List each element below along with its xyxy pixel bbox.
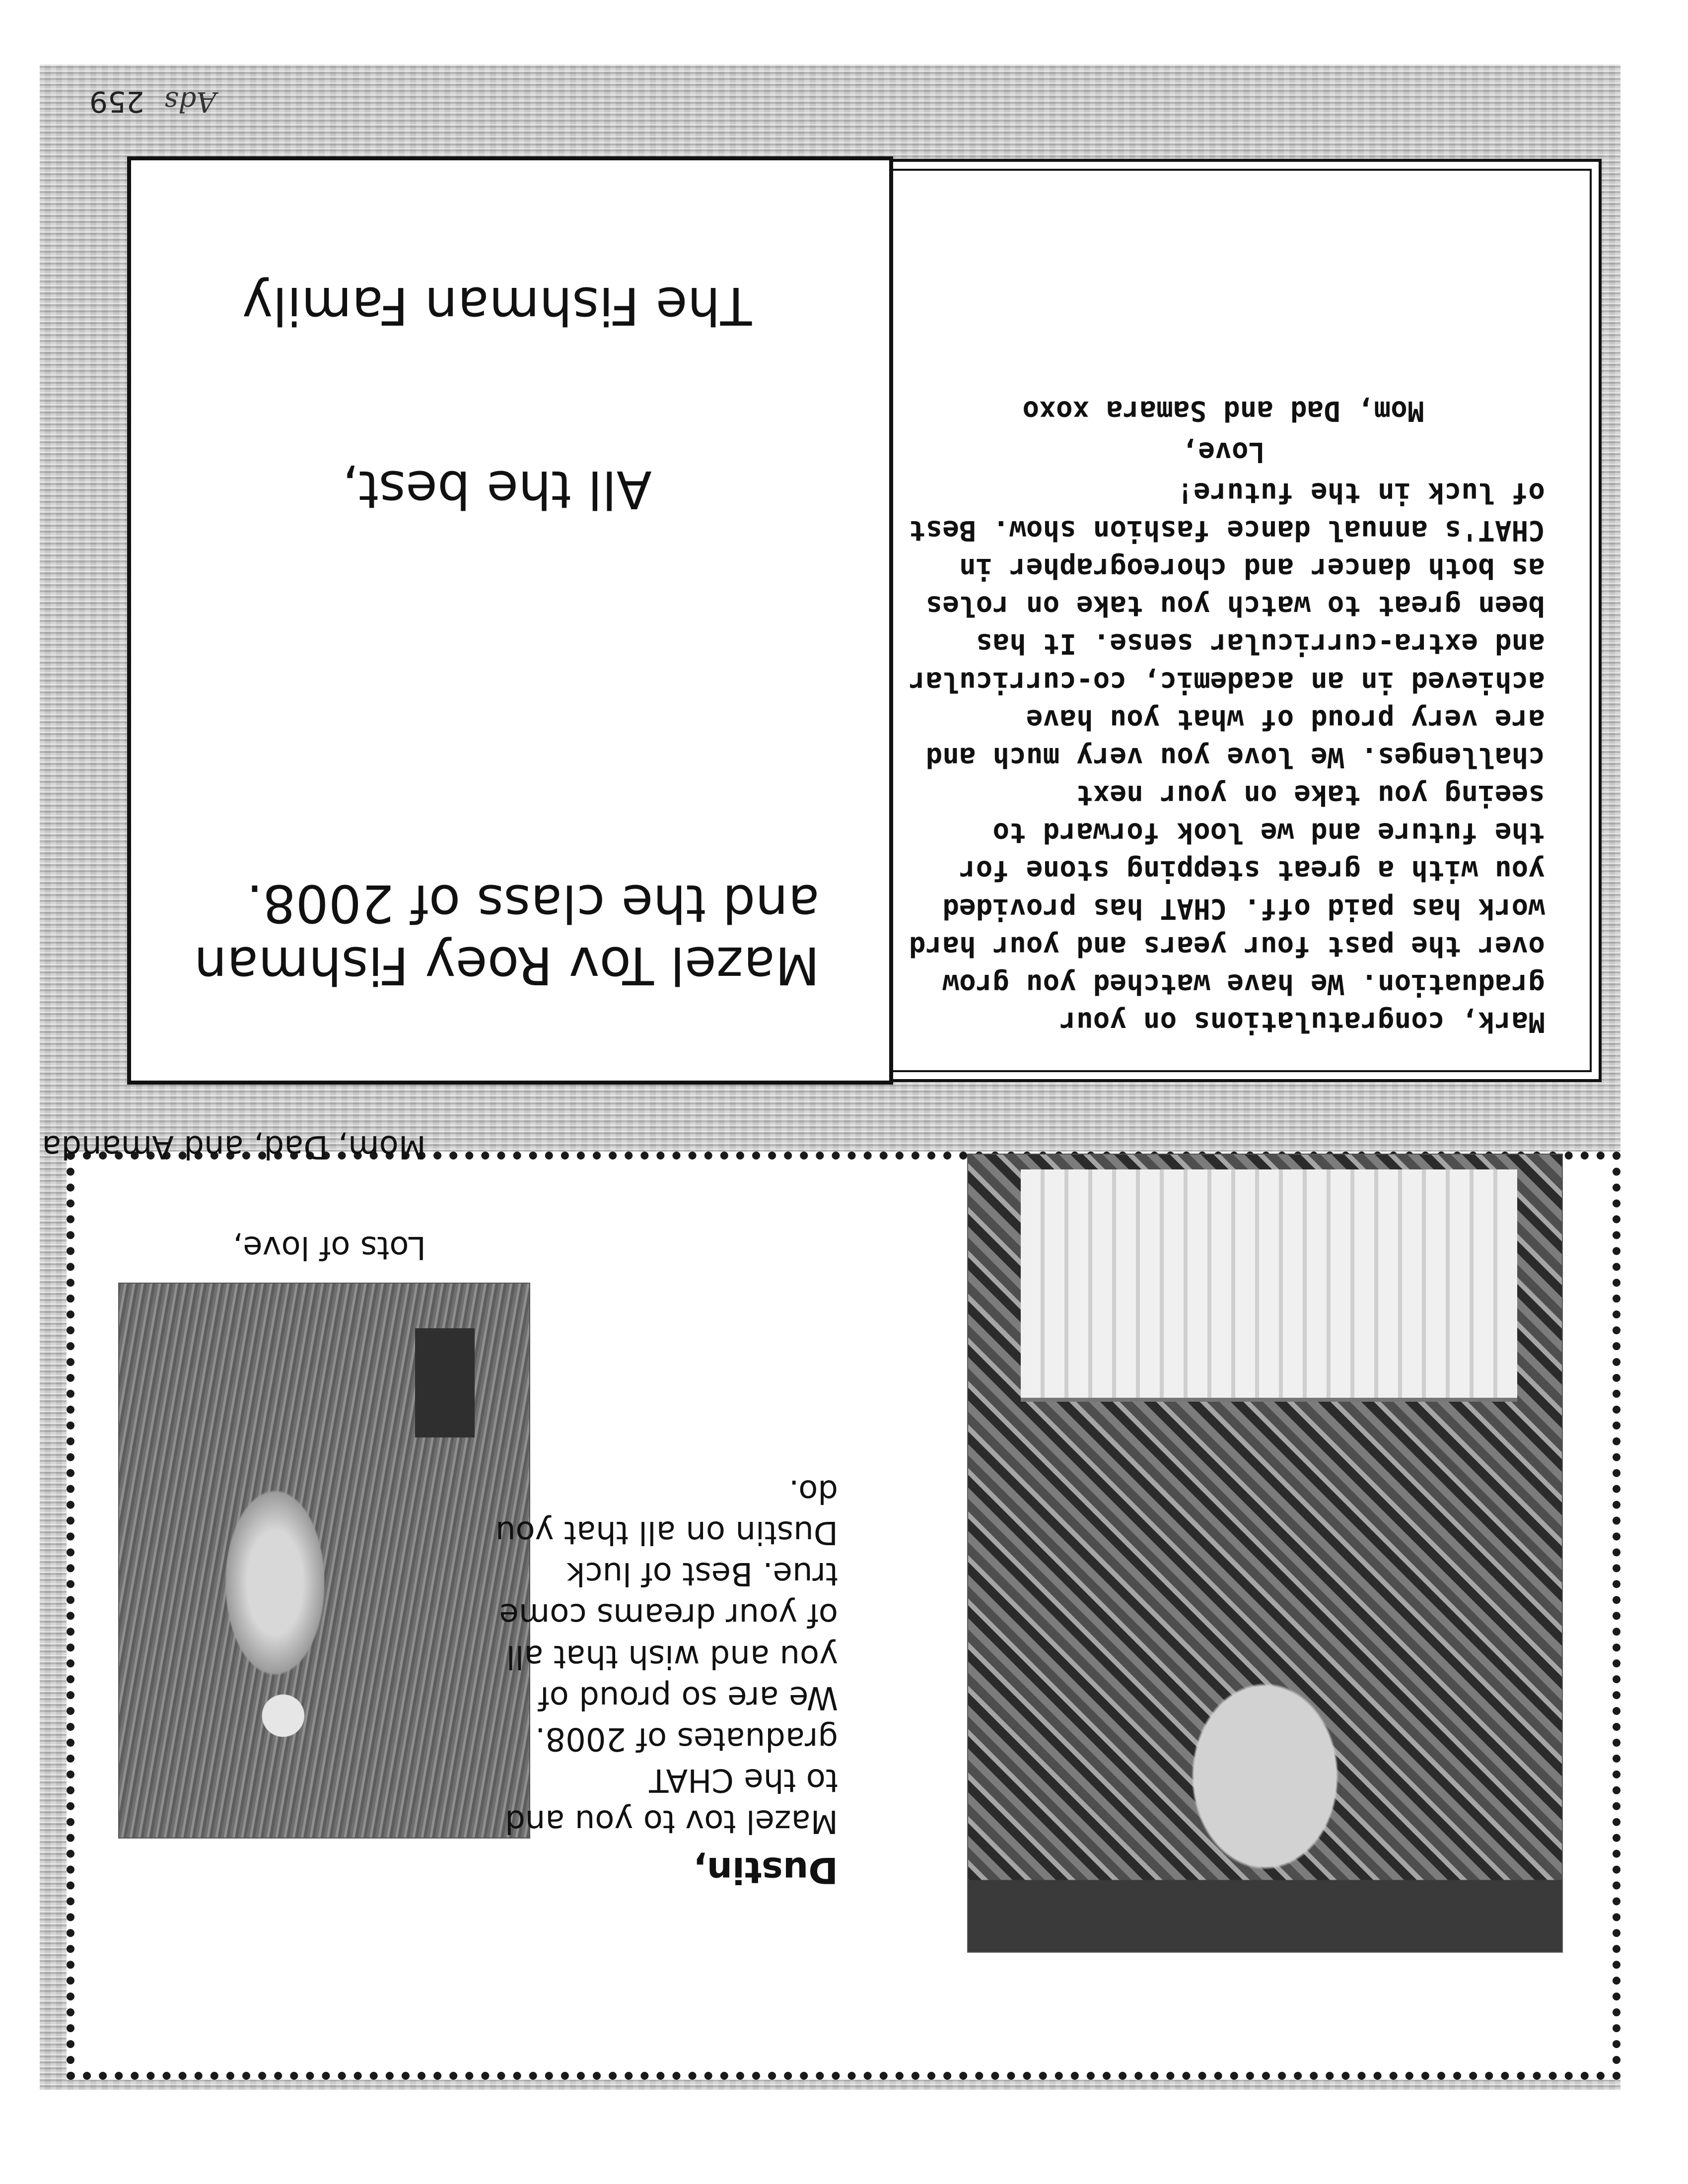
fishman-ad-box (127, 156, 893, 1085)
page-number: 259 (89, 85, 144, 119)
dustin-message-body: Mazel tov to you and to the CHAT graduates of 2008. We are so proud of you and wish that all of your dreams come true. Best of luck Dustin on all that you do. (495, 1472, 838, 1840)
dustin-ad-panel (42, 1128, 1620, 2080)
mark-closing: Love, (1181, 435, 1266, 468)
page-footer (89, 79, 328, 124)
mark-message: Mark, congratulations on your graduation. We have watched you grow over the past four years and your hard work has paid off. CHAT has provided you with a great stepping stone for the future and we look forward to seeing you take on your next challenges. We love you very much and are very proud of what you have achieved in an academic, co-curricular and extra-curricular sense. It has been great to watch you take on roles as both dancer and choreographer in CHAT's annual dance fashion show. Best of luck in the future! (909, 476, 1545, 1038)
wooden-post-shape (415, 1328, 475, 1437)
mark-ad-box (855, 159, 1602, 1082)
dustin-closing-block (0, 1126, 426, 1268)
fishman-signature: The Fishman Family (242, 275, 752, 336)
dustin-closing: Lots of love, (232, 1229, 426, 1266)
dustin-message (491, 1470, 838, 1893)
mark-ad-inner-border (865, 169, 1592, 1072)
open-book-illustration (1021, 1169, 1517, 1402)
dustin-signature: Mom, Dad, and Amanda (42, 1128, 426, 1165)
section-initials: Ads (164, 85, 216, 118)
fishman-headline: Mazel Tov Roey Fishman and the class of 2008. (194, 873, 820, 996)
mark-signature: Mom, Dad and Samara xoxo (1022, 395, 1424, 427)
photo-boy-reading-book (967, 1154, 1563, 1953)
fishman-wish: All the best, (342, 459, 652, 520)
photo-toddler-on-grass (118, 1283, 530, 1839)
dustin-salutation: Dustin, (693, 1849, 838, 1891)
